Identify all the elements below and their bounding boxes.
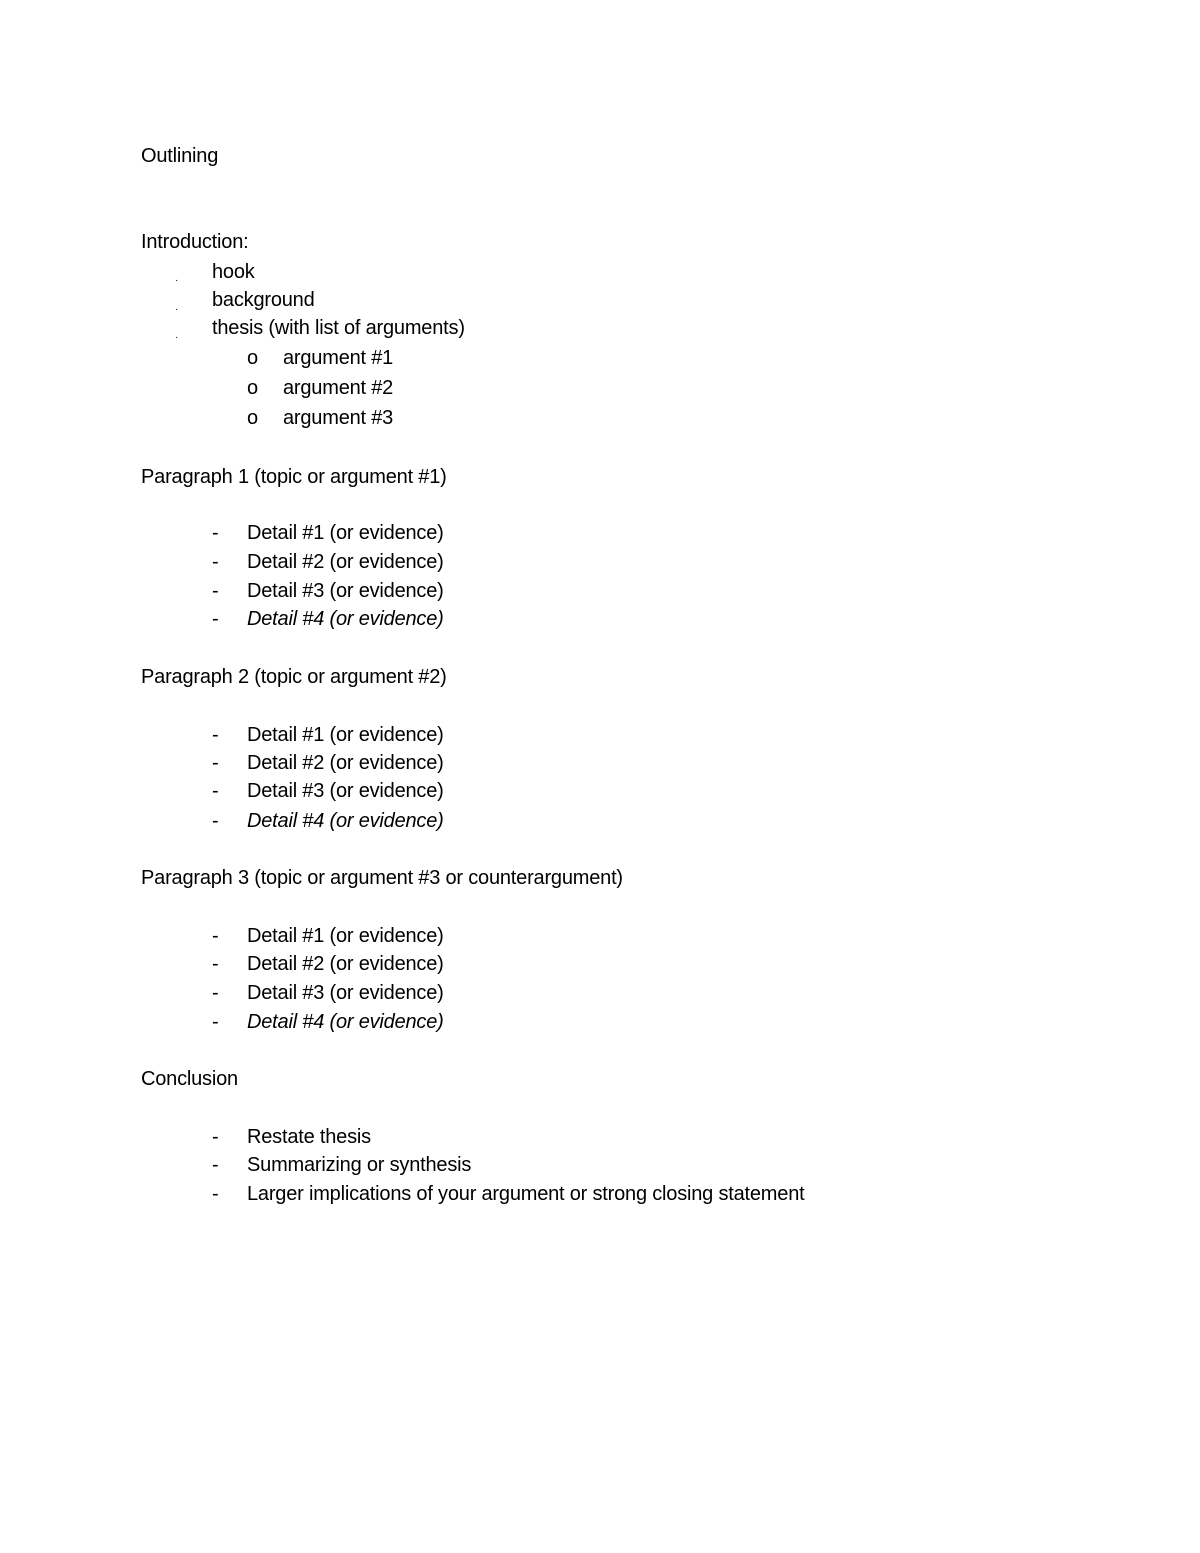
dash-marker: - [212, 1126, 219, 1148]
sub-bullet-marker: o [247, 347, 259, 369]
dash-marker: - [212, 953, 219, 975]
dash-marker: - [212, 1183, 219, 1205]
detail-item: Detail #2 (or evidence) [247, 953, 444, 975]
conclusion-item: Summarizing or synthesis [247, 1154, 472, 1176]
sub-bullet-marker: o [247, 377, 259, 399]
dash-marker: - [212, 925, 219, 947]
sub-bullet-marker: o [247, 407, 259, 429]
dash-marker: - [212, 580, 219, 602]
dash-marker: - [212, 608, 219, 630]
detail-item-italic: Detail #4 (or evidence) [247, 608, 444, 630]
detail-item: Detail #1 (or evidence) [247, 925, 444, 947]
dash-marker: - [212, 551, 219, 573]
introduction-heading: Introduction: [141, 231, 249, 253]
document-title: Outlining [141, 145, 219, 167]
dash-marker: - [212, 1011, 219, 1033]
bullet-marker: · [175, 332, 179, 343]
dash-marker: - [212, 982, 219, 1004]
intro-item-thesis: thesis (with list of arguments) [212, 317, 465, 339]
intro-item-hook: hook [212, 261, 255, 283]
conclusion-item: Restate thesis [247, 1126, 371, 1148]
bullet-marker: · [175, 275, 179, 286]
dash-marker: - [212, 522, 219, 544]
argument-item: argument #1 [283, 347, 394, 369]
detail-item: Detail #3 (or evidence) [247, 982, 444, 1004]
detail-item: Detail #2 (or evidence) [247, 551, 444, 573]
detail-item: Detail #3 (or evidence) [247, 780, 444, 802]
dash-marker: - [212, 810, 219, 832]
paragraph-2-heading: Paragraph 2 (topic or argument #2) [141, 666, 447, 688]
detail-item: Detail #3 (or evidence) [247, 580, 444, 602]
detail-item-italic: Detail #4 (or evidence) [247, 810, 444, 832]
detail-item: Detail #2 (or evidence) [247, 752, 444, 774]
detail-item: Detail #1 (or evidence) [247, 724, 444, 746]
dash-marker: - [212, 752, 219, 774]
bullet-marker: · [175, 304, 179, 315]
conclusion-item: Larger implications of your argument or strong closing statement [247, 1183, 805, 1205]
dash-marker: - [212, 780, 219, 802]
paragraph-1-heading: Paragraph 1 (topic or argument #1) [141, 466, 447, 488]
detail-item: Detail #1 (or evidence) [247, 522, 444, 544]
argument-item: argument #3 [283, 407, 394, 429]
paragraph-3-heading: Paragraph 3 (topic or argument #3 or counterargument) [141, 867, 623, 889]
dash-marker: - [212, 1154, 219, 1176]
argument-item: argument #2 [283, 377, 394, 399]
dash-marker: - [212, 724, 219, 746]
detail-item-italic: Detail #4 (or evidence) [247, 1011, 444, 1033]
intro-item-background: background [212, 289, 315, 311]
conclusion-heading: Conclusion [141, 1068, 238, 1090]
